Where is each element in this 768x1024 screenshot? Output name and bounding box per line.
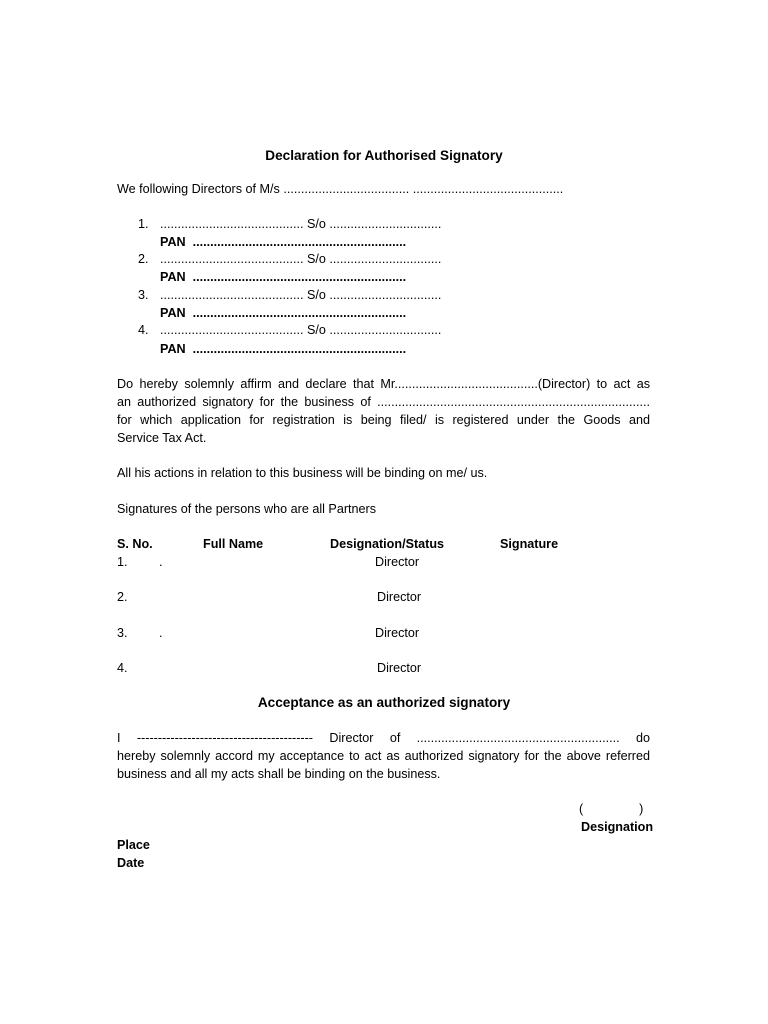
designation-label: Designation [581, 820, 654, 834]
affirm-line-2: an authorized signatory for the business of .............................................................................. [117, 395, 650, 409]
director-1-pan: PAN ............................................................. [160, 235, 407, 249]
table-header-full-name: Full Name [203, 537, 264, 551]
table-row-1-name: . [159, 555, 163, 569]
director-2-line: ......................................... S/o ................................ [160, 252, 442, 266]
acceptance-line-1: I ------------------------------------------ Director of .......................................................... do [117, 731, 650, 745]
director-3-number: 3. [138, 288, 149, 302]
table-row-3-number: 3. [117, 626, 128, 640]
affirm-line-3: for which application for registration is being filed/ is registered under the Goods and [117, 413, 650, 427]
designation-parentheses: ( ) [579, 802, 644, 816]
table-row-2-designation: Director [377, 590, 422, 604]
table-header-signature: Signature [500, 537, 559, 551]
director-1-line: ......................................... S/o ................................ [160, 217, 442, 231]
director-4-line: ......................................... S/o ................................ [160, 323, 442, 337]
date-label: Date [117, 856, 145, 870]
table-row-1-number: 1. [117, 555, 128, 569]
table-row-3-name: . [159, 626, 163, 640]
table-header-sno: S. No. [117, 537, 153, 551]
place-label: Place [117, 838, 150, 852]
binding-statement: All his actions in relation to this business will be binding on me/ us. [117, 466, 488, 480]
director-2-pan: PAN ............................................................. [160, 270, 407, 284]
director-4-number: 4. [138, 323, 149, 337]
director-2-number: 2. [138, 252, 149, 266]
table-header-designation: Designation/Status [330, 537, 445, 551]
director-1-number: 1. [138, 217, 149, 231]
director-3-pan: PAN ............................................................. [160, 306, 407, 320]
director-3-line: ......................................... S/o ................................ [160, 288, 442, 302]
table-row-2-number: 2. [117, 590, 128, 604]
acceptance-line-3: business and all my acts shall be binding on the business. [117, 767, 441, 781]
table-row-4-number: 4. [117, 661, 128, 675]
table-row-1-designation: Director [375, 555, 420, 569]
acceptance-line-2: hereby solemnly accord my acceptance to act as authorized signatory for the above referred [117, 749, 650, 763]
table-row-4-designation: Director [377, 661, 422, 675]
acceptance-title: Acceptance as an authorized signatory [257, 695, 511, 710]
intro-line: We following Directors of M/s .................................... ........................................... [117, 182, 564, 196]
affirm-line-4: Service Tax Act. [117, 431, 207, 445]
document-title: Declaration for Authorised Signatory [265, 148, 503, 163]
director-4-pan: PAN ............................................................. [160, 342, 407, 356]
signatures-heading: Signatures of the persons who are all Partners [117, 502, 377, 516]
table-row-3-designation: Director [375, 626, 420, 640]
affirm-line-1: Do hereby solemnly affirm and declare that Mr.........................................(Director) to act as [117, 377, 650, 391]
